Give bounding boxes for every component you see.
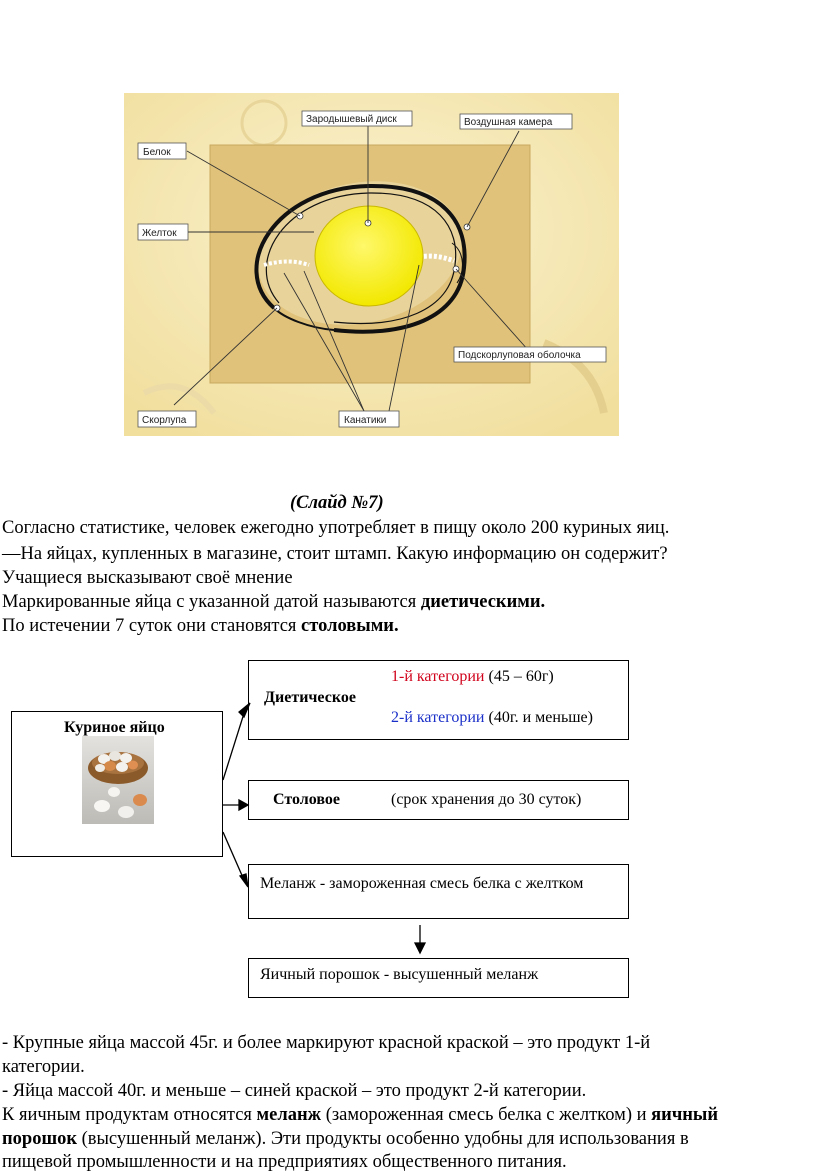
label-yolk: Желток [142, 228, 177, 239]
dietary-cat2: 2-й категории (40г. и меньше) [391, 709, 593, 726]
bottom-line-4: К яичным продуктам относятся меланж (замороженная смесь белка с желтком) и яичный [2, 1105, 719, 1125]
term-table: столовыми. [301, 616, 399, 636]
text-line-2: —На яйцах, купленных в магазине, стоит штамп. Какую информацию он содержит? [2, 544, 668, 564]
label-chalazae: Канатики [344, 415, 387, 426]
table-title: Столовое [273, 791, 340, 808]
label-white: Белок [143, 147, 171, 158]
bottom-line-1: - Крупные яйца массой 45г. и более маркируют красной краской – это продукт 1-й [2, 1033, 651, 1053]
bottom-line-2: категории. [2, 1057, 85, 1077]
powder-text: Яичный порошок - высушенный меланж [260, 966, 539, 983]
slide-caption: (Слайд №7) [290, 493, 384, 513]
bottom-line-6: пищевой промышленности и на предприятиях общественного питания. [2, 1152, 567, 1172]
text-line-1: Согласно статистике, человек ежегодно употребляет в пищу около 200 куриных яиц. [2, 518, 670, 538]
table-detail: (срок хранения до 30 суток) [391, 791, 582, 808]
text-line-4: Маркированные яйца с указанной датой называются диетическими. [2, 592, 546, 612]
label-air-chamber: Воздушная камера [464, 117, 553, 128]
label-shell: Скорлупа [142, 415, 187, 426]
bottom-line-3: - Яйца массой 40г. и меньше – синей краской – это продукт 2-й категории. [2, 1081, 587, 1101]
text-line-3: Учащиеся высказывают своё мнение [2, 568, 293, 588]
dietary-cat1: 1-й категории (45 – 60г) [391, 668, 554, 685]
label-membrane: Подскорлуповая оболочка [458, 350, 581, 361]
label-germinal-disc: Зародышевый диск [306, 114, 397, 125]
dietary-title: Диетическое [264, 689, 356, 706]
text-line-5: По истечении 7 суток они становятся столовыми. [2, 616, 399, 636]
melange-text: Меланж - замороженная смесь белка с желтком [260, 875, 584, 892]
root-title: Куриное яйцо [64, 719, 165, 736]
term-dietary: диетическими. [420, 592, 546, 612]
bottom-line-5: порошок (высушенный меланж). Эти продукты особенно удобны для использования в [2, 1129, 689, 1149]
